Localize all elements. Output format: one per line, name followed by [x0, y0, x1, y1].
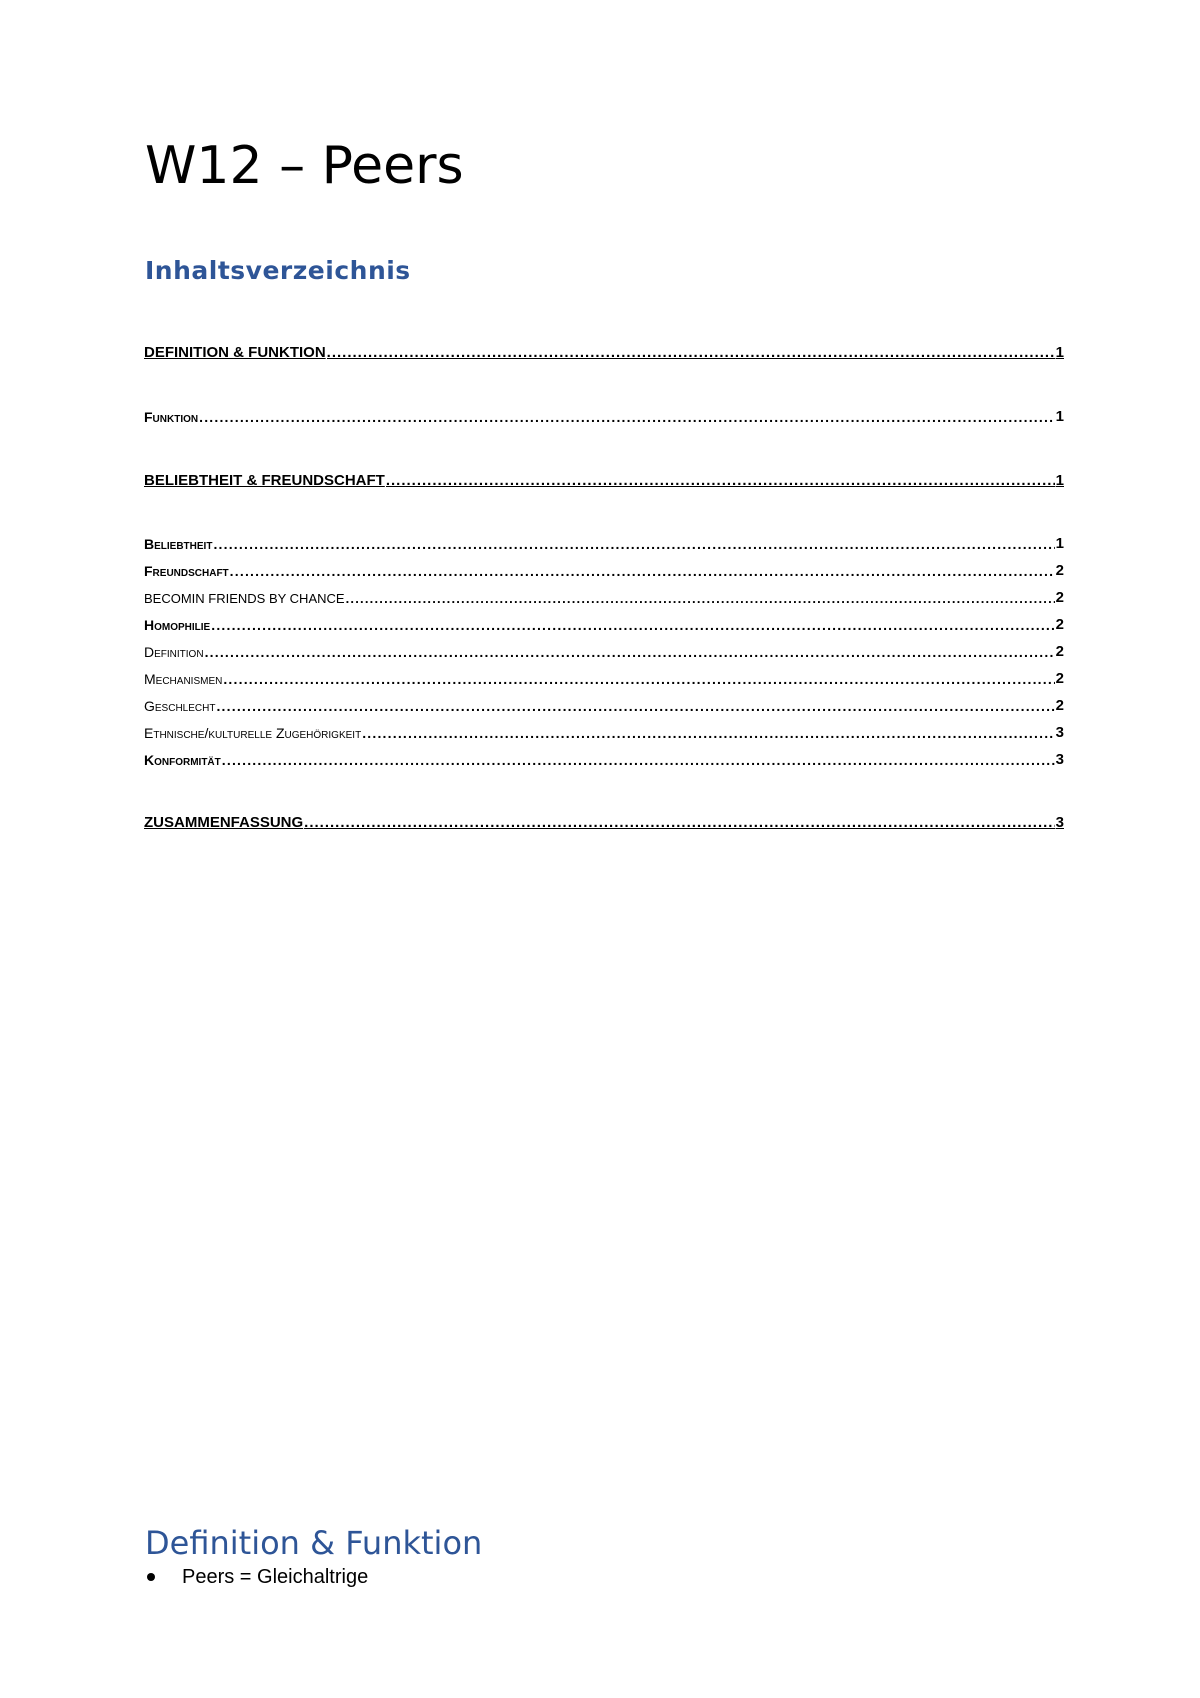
toc-entry-beliebtheit-freundschaft[interactable]: [144, 469, 1064, 489]
toc-entry-ethnische-kulturelle-zugehoerigkeit[interactable]: [144, 721, 1064, 741]
toc-entry-definition[interactable]: [144, 640, 1064, 660]
toc-page-number: 3: [1055, 814, 1064, 831]
toc-leader: [216, 698, 1054, 714]
toc-entry-label: BELIEBTHEIT & FREUNDSCHAFT: [144, 472, 385, 489]
toc-leader: [362, 725, 1054, 741]
toc-leader: [346, 591, 1055, 606]
toc-entry-label: Geschlecht: [144, 698, 216, 714]
toc-entry-homophilie[interactable]: [144, 613, 1064, 633]
toc-page-number: 2: [1055, 616, 1064, 633]
toc-entry-label: Ethnische/kulturelle Zugehörigkeit: [144, 725, 362, 741]
toc-entry-freundschaft[interactable]: [144, 559, 1064, 579]
toc-entry-label: Beliebtheit: [144, 536, 213, 552]
toc-entry-label: Konformität: [144, 752, 221, 768]
toc-entry-becomin-friends-by-chance[interactable]: [144, 586, 1064, 606]
toc-heading: Inhaltsverzeichnis: [145, 256, 411, 285]
toc-leader: [386, 472, 1055, 489]
toc-entry-label: DEFINITION & FUNKTION: [144, 344, 326, 361]
toc-page-number: 2: [1055, 643, 1064, 660]
bullet-icon: [147, 1573, 155, 1581]
toc-leader: [230, 563, 1055, 579]
toc-entry-definition-funktion[interactable]: [144, 341, 1064, 361]
toc-leader: [304, 814, 1054, 831]
toc-leader: [199, 409, 1055, 425]
toc-entry-beliebtheit[interactable]: [144, 532, 1064, 552]
toc-page-number: 2: [1055, 670, 1064, 687]
toc-page-number: 3: [1055, 724, 1064, 741]
toc-entry-funktion[interactable]: [144, 405, 1064, 425]
toc-page-number: 2: [1055, 589, 1064, 606]
toc-page-number: 1: [1055, 535, 1064, 552]
list-item: [145, 1562, 368, 1592]
toc-entry-label: Funktion: [144, 409, 199, 425]
toc-page-number: 2: [1055, 697, 1064, 714]
toc-leader: [222, 752, 1055, 768]
bullet-list: [145, 1562, 368, 1592]
toc-entry-label: Freundschaft: [144, 563, 229, 579]
toc-page-number: 1: [1055, 408, 1064, 425]
toc-entry-geschlecht[interactable]: [144, 694, 1064, 714]
toc-entry-label: Mechanismen: [144, 671, 223, 687]
toc-page-number: 3: [1055, 751, 1064, 768]
section-heading: Definition & Funktion: [145, 1524, 483, 1562]
toc-entry-konformitaet[interactable]: [144, 748, 1064, 768]
document-title: W12 – Peers: [145, 136, 464, 196]
toc-leader: [205, 644, 1055, 660]
toc-entry-mechanismen[interactable]: [144, 667, 1064, 687]
toc-leader: [211, 617, 1054, 633]
toc-entry-label: ZUSAMMENFASSUNG: [144, 814, 304, 831]
toc-entry-label: Homophilie: [144, 617, 211, 633]
toc-entry-label: Definition: [144, 644, 204, 660]
toc-leader: [327, 344, 1055, 361]
toc-leader: [213, 536, 1054, 552]
toc-leader: [223, 671, 1054, 687]
toc-entry-label: BECOMIN FRIENDS BY CHANCE: [144, 591, 345, 606]
toc-page-number: 1: [1055, 472, 1064, 489]
bullet-text: Peers = Gleichaltrige: [182, 1566, 369, 1588]
toc-page-number: 1: [1055, 344, 1064, 361]
toc-entry-zusammenfassung[interactable]: [144, 811, 1064, 831]
toc-page-number: 2: [1055, 562, 1064, 579]
